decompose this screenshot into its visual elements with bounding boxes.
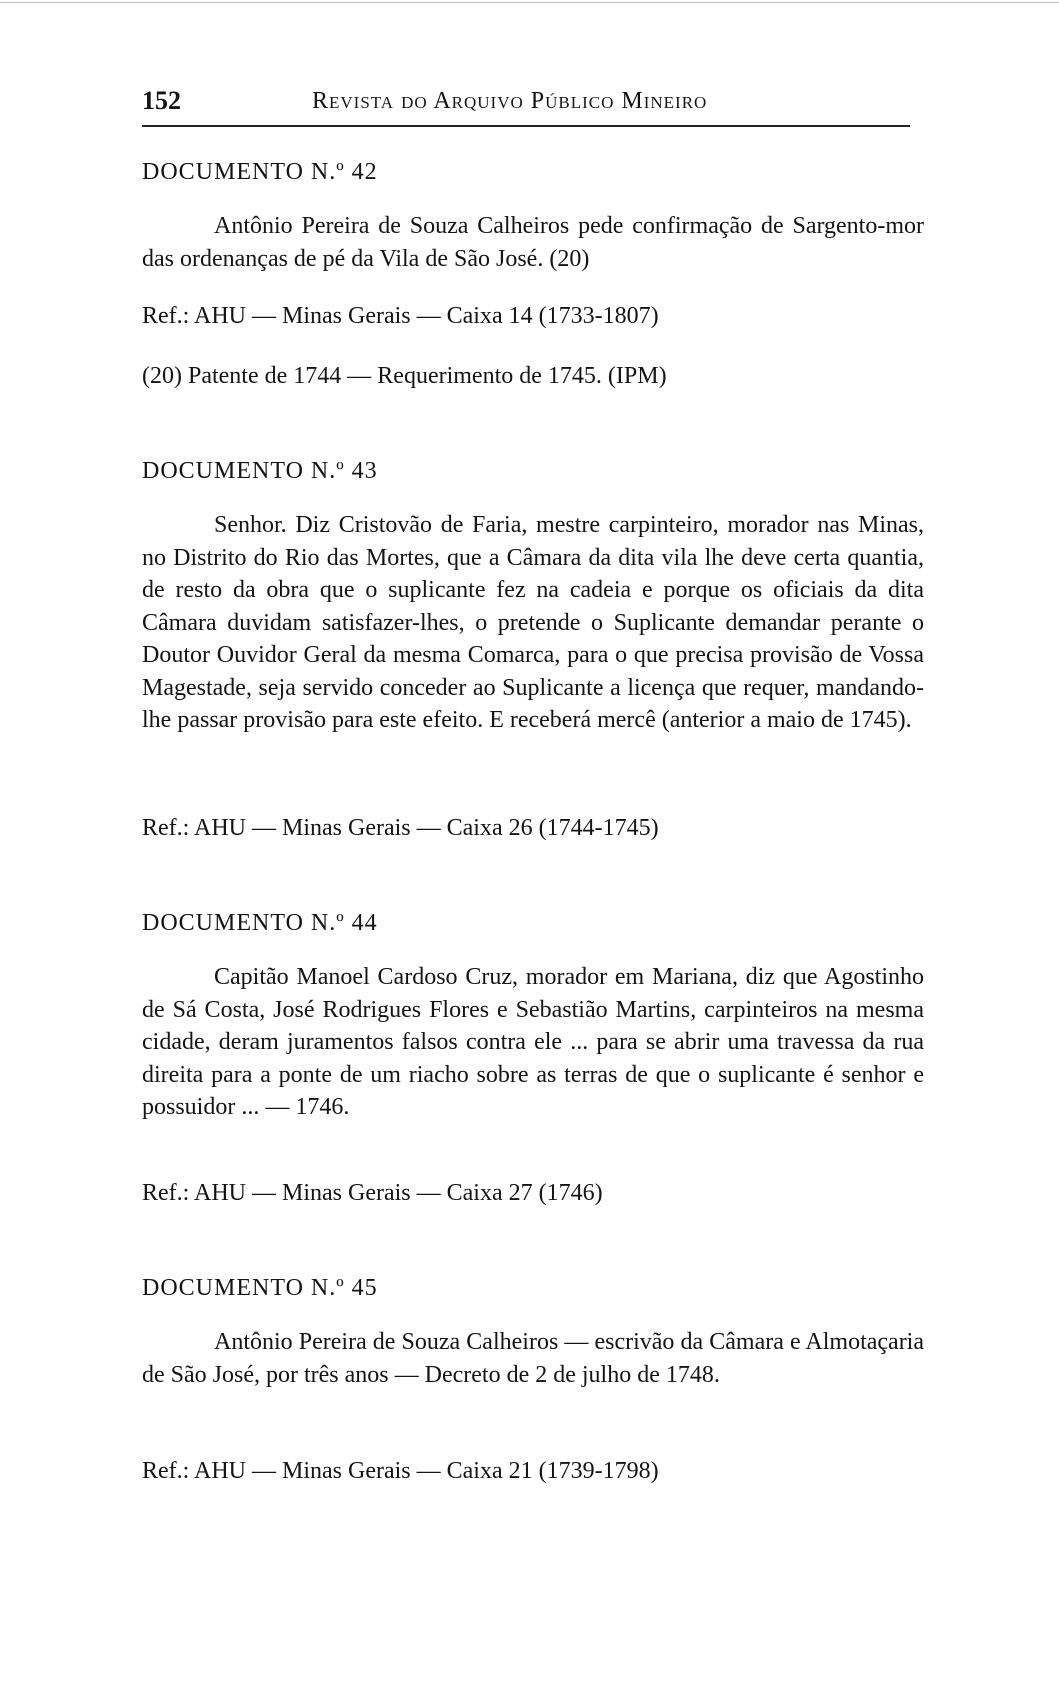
page-number: 152 xyxy=(142,86,181,115)
document-title: DOCUMENTO N.º 45 xyxy=(142,1275,378,1301)
document-44 xyxy=(142,907,924,1124)
document-body: Antônio Pereira de Souza Calheiros — escrivão da Câmara e Almotaçaria de São José, por três anos — Decreto de 2 de julho de 1748. xyxy=(142,1329,924,1388)
document-reference: Ref.: AHU — Minas Gerais — Caixa 14 (1733-1807) xyxy=(142,303,659,329)
document-title: DOCUMENTO N.º 43 xyxy=(142,458,378,484)
document-body: Senhor. Diz Cristovão de Faria, mestre carpinteiro, morador nas Minas, no Distrito do Rio das Mortes, que a Câmara da dita vila lhe deve certa quantia, de resto da obra que o suplicante fez na cadeia e porque os oficiais da dita Câmara duvidam satisfazer-lhes, o pretende o Suplicante demandar perante o Doutor Ouvidor Geral da mesma Comarca, para o que precisa provisão de Vossa Magestade, seja servido conceder ao Suplicante a licença que requer, mandando-lhe passar provisão para este efeito. E receberá mercê (anterior a maio de 1745). xyxy=(142,512,924,733)
document-reference: Ref.: AHU — Minas Gerais — Caixa 21 (1739-1798) xyxy=(142,1458,659,1484)
document-42 xyxy=(142,156,924,275)
footnote: (20) Patente de 1744 — Requerimento de 1745. (IPM) xyxy=(142,363,667,389)
document-title: DOCUMENTO N.º 42 xyxy=(142,159,378,185)
document-body: Capitão Manoel Cardoso Cruz, morador em Mariana, diz que Agostinho de Sá Costa, José Rodrigues Flores e Sebastião Martins, carpinteiros na mesma cidade, deram juramentos falsos contra ele ... para se abrir uma travessa da rua direita para a ponte de um riacho sobre as terras de que o suplicante é senhor e possuidor ... — 1746. xyxy=(142,964,924,1120)
document-title: DOCUMENTO N.º 44 xyxy=(142,910,378,936)
running-title: Revista do Arquivo Público Mineiro xyxy=(312,88,708,114)
document-45 xyxy=(142,1272,924,1391)
document-43 xyxy=(142,455,924,737)
document-reference: Ref.: AHU — Minas Gerais — Caixa 26 (1744-1745) xyxy=(142,815,659,841)
page-header xyxy=(142,86,910,118)
document-body: Antônio Pereira de Souza Calheiros pede confirmação de Sargento-mor das ordenanças de pé da Vila de São José. (20) xyxy=(142,213,924,272)
page-edge-line xyxy=(0,2,1059,3)
document-reference: Ref.: AHU — Minas Gerais — Caixa 27 (1746) xyxy=(142,1180,603,1206)
header-divider xyxy=(142,125,910,127)
